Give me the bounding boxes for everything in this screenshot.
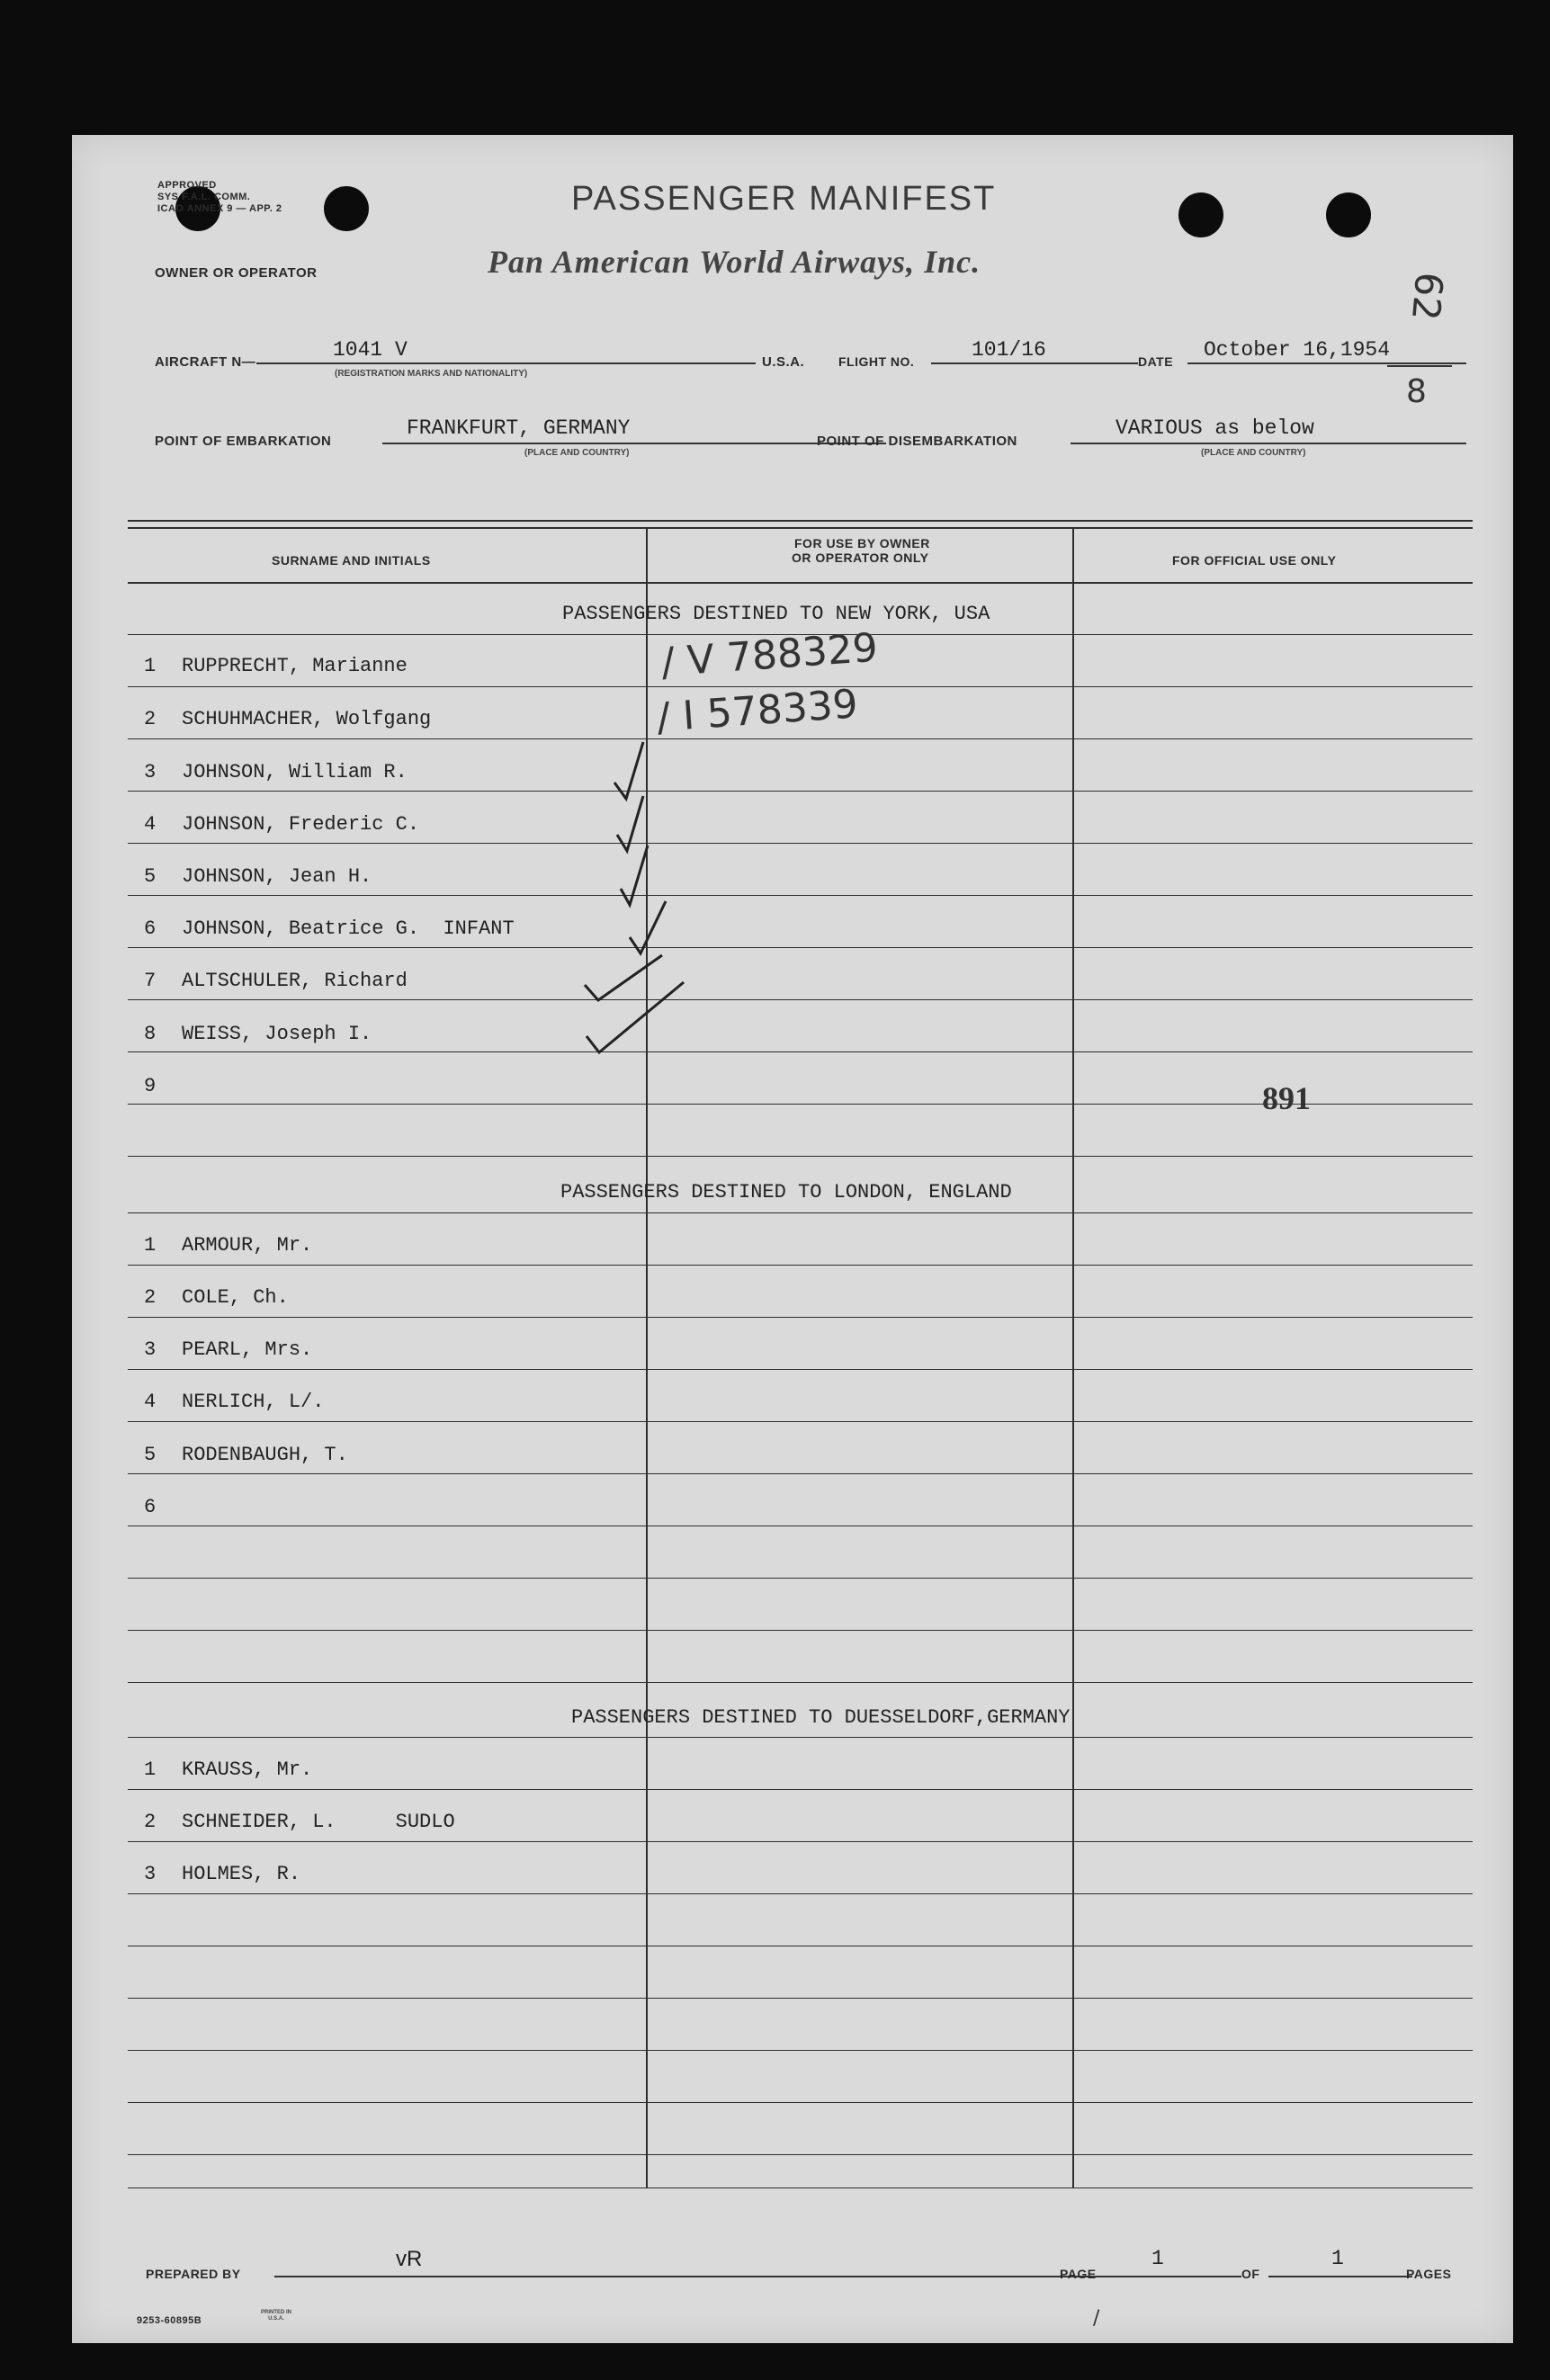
row-number: 5 xyxy=(144,865,157,888)
approved-line-1: APPROVED xyxy=(157,180,217,191)
of-label: OF xyxy=(1241,2267,1260,2281)
passenger-name: SCHUHMACHER, Wolfgang xyxy=(182,708,432,730)
column-owner-use-2: OR OPERATOR ONLY xyxy=(792,550,929,565)
row-number: 1 xyxy=(144,1234,157,1257)
check-mark xyxy=(630,901,666,953)
section-heading-duesseldorf: PASSENGERS DESTINED TO DUESSELDORF,GERMANY xyxy=(571,1706,1071,1729)
passenger-name: ALTSCHULER, Richard xyxy=(182,970,408,992)
row-number: 4 xyxy=(144,1391,157,1413)
embark-value: FRANKFURT, GERMANY xyxy=(407,416,631,440)
row-number: 8 xyxy=(144,1023,157,1045)
row-number: 7 xyxy=(144,970,157,992)
passenger-name: SCHNEIDER, L. SUDLO xyxy=(182,1811,455,1833)
passenger-name: RUPPRECHT, Marianne xyxy=(182,655,408,677)
page-label: PAGE xyxy=(1060,2267,1097,2281)
embark-label: POINT OF EMBARKATION xyxy=(155,434,332,449)
pages-label: PAGES xyxy=(1406,2267,1452,2281)
check-marks xyxy=(72,135,1513,2343)
airline-name: Pan American World Airways, Inc. xyxy=(488,244,981,280)
date-value: October 16,1954 xyxy=(1204,338,1391,362)
flight-value: 101/16 xyxy=(972,338,1046,362)
approved-line-2: SYS F.A.L. COMM. xyxy=(157,192,251,202)
visa-number-2: / I 578339 xyxy=(655,681,860,741)
aircraft-label: AIRCRAFT N— xyxy=(155,354,256,370)
prepared-label: PREPARED BY xyxy=(146,2267,241,2281)
section-heading-new-york: PASSENGERS DESTINED TO NEW YORK, USA xyxy=(562,603,990,625)
row-number: 9 xyxy=(144,1075,157,1097)
row-number: 6 xyxy=(144,917,157,940)
check-mark xyxy=(614,742,643,799)
printed-mark: PRINTED IN U.S.A. xyxy=(261,2310,292,2322)
column-owner-use-1: FOR USE BY OWNER xyxy=(794,536,930,550)
passenger-name: ARMOUR, Mr. xyxy=(182,1234,313,1257)
passenger-name: JOHNSON, Jean H. xyxy=(182,865,372,888)
page-line xyxy=(1107,2276,1241,2277)
passenger-name: RODENBAUGH, T. xyxy=(182,1444,348,1466)
manifest-sheet xyxy=(72,135,1513,2343)
date-label: DATE xyxy=(1138,354,1174,369)
row-number: 3 xyxy=(144,1338,157,1361)
aircraft-caption: (REGISTRATION MARKS AND NATIONALITY) xyxy=(335,369,528,379)
passenger-name: PEARL, Mrs. xyxy=(182,1338,313,1361)
row-number: 1 xyxy=(144,655,157,677)
check-mark xyxy=(587,982,684,1052)
prepared-value: vR xyxy=(396,2247,423,2271)
row-number: 3 xyxy=(144,761,157,783)
passenger-name: KRAUSS, Mr. xyxy=(182,1758,313,1781)
aircraft-value: 1041 V xyxy=(333,338,408,362)
prepared-line xyxy=(274,2276,1129,2277)
passenger-name: HOLMES, R. xyxy=(182,1863,301,1885)
row-number: 2 xyxy=(144,708,157,730)
section-heading-london: PASSENGERS DESTINED TO LONDON, ENGLAND xyxy=(560,1181,1012,1203)
column-official-use: FOR OFFICIAL USE ONLY xyxy=(1172,553,1337,568)
of-line xyxy=(1268,2276,1412,2277)
passenger-name: JOHNSON, Beatrice G. INFANT xyxy=(182,917,515,940)
page-value: 1 xyxy=(1151,2247,1164,2270)
check-mark xyxy=(585,955,662,1000)
approved-line-3: ICAO ANNEX 9 — APP. 2 xyxy=(157,203,282,214)
disembark-value: VARIOUS as below xyxy=(1115,416,1314,440)
row-number: 2 xyxy=(144,1286,157,1309)
row-number: 3 xyxy=(144,1863,157,1885)
manifest-title: PASSENGER MANIFEST xyxy=(571,180,997,218)
bottom-mark: / xyxy=(1093,2307,1100,2330)
embark-caption: (PLACE AND COUNTRY) xyxy=(524,448,630,458)
row-number: 4 xyxy=(144,813,157,836)
disembark-label: POINT OF DISEMBARKATION xyxy=(817,434,1017,449)
passenger-name: JOHNSON, William R. xyxy=(182,761,408,783)
passenger-name: COLE, Ch. xyxy=(182,1286,289,1309)
form-code: 9253-60895B xyxy=(137,2315,202,2326)
flight-label: FLIGHT NO. xyxy=(838,354,915,369)
passenger-name: WEISS, Joseph I. xyxy=(182,1023,372,1045)
row-number: 5 xyxy=(144,1444,157,1466)
disembark-caption: (PLACE AND COUNTRY) xyxy=(1201,448,1306,458)
stamp-number: 891 xyxy=(1262,1080,1311,1116)
check-mark xyxy=(617,796,643,851)
row-number: 2 xyxy=(144,1811,157,1833)
of-value: 1 xyxy=(1331,2247,1344,2270)
visa-number-1: / V 788329 xyxy=(659,624,880,686)
margin-fraction-bottom: 8 xyxy=(1406,373,1427,410)
check-mark xyxy=(621,846,648,905)
margin-fraction-top: 62 xyxy=(1402,270,1452,323)
row-number: 1 xyxy=(144,1758,157,1781)
owner-label: OWNER OR OPERATOR xyxy=(155,265,318,281)
passenger-name: JOHNSON, Frederic C. xyxy=(182,813,420,836)
row-number: 6 xyxy=(144,1496,157,1518)
column-surname: SURNAME AND INITIALS xyxy=(272,553,431,568)
passenger-name: NERLICH, L/. xyxy=(182,1391,325,1413)
usa-label: U.S.A. xyxy=(762,354,805,370)
